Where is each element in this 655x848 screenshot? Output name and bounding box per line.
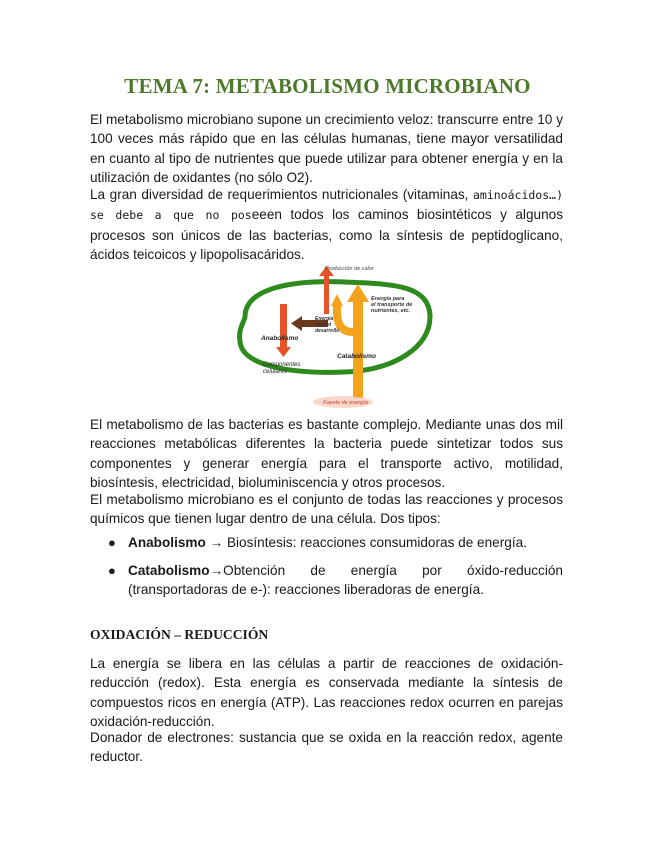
energy-source-label: Fuente de energía <box>323 400 368 406</box>
bullet-desc: Obtención de energía por óxido-reducción (transportadoras de e-): reacciones liberadoras de energía. <box>128 563 563 598</box>
transport-energy-line1: Energía para <box>371 296 405 302</box>
transport-energy-line3: nutrientes, etc. <box>371 308 411 314</box>
diversity-text-a: La gran diversidad de requerimientos nutricionales (vitaminas, <box>90 187 473 202</box>
heat-arrow-shaft <box>324 274 329 314</box>
anabolism-arrow-head <box>276 347 291 357</box>
catabolism-arrow-shaft <box>353 298 363 398</box>
bullet-desc: Biosíntesis: reacciones consumidoras de energía. <box>226 535 527 550</box>
bullet-arrow: → <box>205 535 227 550</box>
bullet-arrow: → <box>209 563 224 578</box>
catabolism-branch-head <box>331 294 343 306</box>
anabolism-arrow-shaft <box>280 304 287 349</box>
section-heading-redox: OXIDACIÓN – REDUCCIÓN <box>90 627 269 642</box>
anabolism-label: Anabolismo <box>261 335 299 342</box>
transport-energy-label <box>371 296 414 314</box>
electron-donor-paragraph: Donador de electrones: sustancia que se oxida en la reacción redox, agente reductor. <box>90 730 563 765</box>
redox-paragraph: La energía se libera en las células a partir de reacciones de oxidación-reducción (redox). Esta energía es conservada mediante la síntesis de compuestos ricos en energía (ATP). Las reacciones redox ocurren en parejas oxidación-reducción. <box>90 656 563 730</box>
list-item-catabolism <box>108 561 563 601</box>
heat-label: Producción de calor <box>325 266 374 272</box>
metabolism-diagram-svg <box>225 262 440 412</box>
bullet-text <box>128 561 563 600</box>
bullet-text <box>128 533 563 552</box>
complexity-paragraph: El metabolismo de las bacterias es bastante complejo. Mediante unas dos mil reacciones metabólicas diferentes la bacteria puede sintetizar todos sus componentes y generar energía para el transporte activo, motilidad, biosíntesis, electricidad, bioluminiscencia y otros procesos. <box>90 417 563 491</box>
development-energy-line1: Energía <box>315 316 334 322</box>
diversity-paragraph <box>90 185 563 265</box>
development-energy-line2: para el <box>315 322 332 328</box>
development-energy-line3: desarrollo <box>315 328 340 334</box>
cell-components-line2: celulares <box>263 369 288 375</box>
bullet-dot: ● <box>108 563 116 578</box>
list-item-anabolism <box>108 533 563 553</box>
cell-components-line1: Componentes <box>263 362 301 368</box>
diversity-text-b: aminoácidos…) se debe a que no pos <box>90 188 563 223</box>
catabolism-label: Catabolismo <box>337 353 377 360</box>
page-title: TEMA 7: METABOLISMO MICROBIANO <box>124 74 531 98</box>
bullet-term: Catabolismo <box>128 563 210 578</box>
catabolism-arrow-head <box>347 284 369 302</box>
catabolism-branch <box>337 302 353 332</box>
bullet-term: Anabolismo <box>128 535 206 550</box>
diversity-text-c: eeen todos los caminos biosintéticos y algunos procesos son únicos de las bacterias, como la síntesis de peptidoglicano, ácidos teicoicos y lipopolisacáridos. <box>90 207 563 263</box>
metabolism-diagram <box>225 262 440 412</box>
bullet-dot: ● <box>108 535 116 550</box>
transport-energy-line2: el transporte de <box>371 302 413 308</box>
intro-paragraph: El metabolismo microbiano supone un crecimiento veloz: transcurre entre 10 y 100 veces más rápido que en las células humanas, tiene mayor versatilidad en cuanto al tipo de nutrientes que puede utilizar para obtener energía y en la utilización de oxidantes (no sólo O2). <box>90 112 563 186</box>
energy-arrow-head <box>291 316 302 331</box>
definition-paragraph: El metabolismo microbiano es el conjunto de todas las reacciones y procesos químicos que tienen lugar dentro de una célula. Dos tipos: <box>90 492 563 527</box>
